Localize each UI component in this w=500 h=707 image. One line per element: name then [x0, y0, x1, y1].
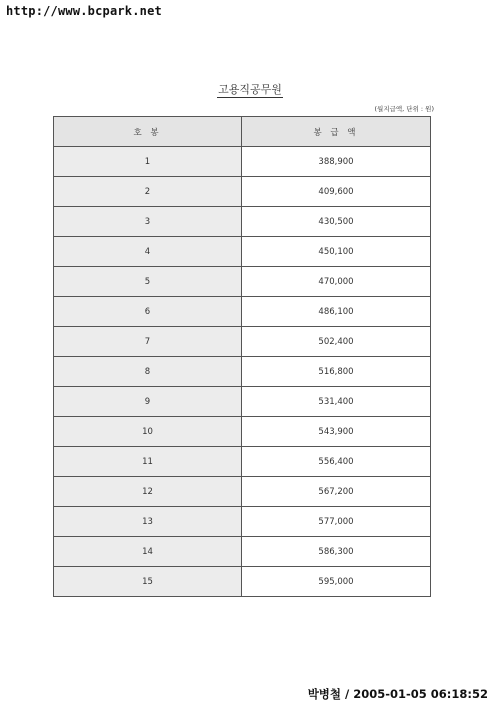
amount-cell: 586,300 [242, 537, 431, 567]
header-amount: 봉 급 액 [242, 117, 431, 147]
step-cell: 4 [54, 237, 242, 267]
amount-cell: 450,100 [242, 237, 431, 267]
step-cell: 6 [54, 297, 242, 327]
table-body [54, 147, 431, 597]
step-cell: 1 [54, 147, 242, 177]
amount-cell: 543,900 [242, 417, 431, 447]
document-title [0, 81, 500, 97]
amount-cell: 531,400 [242, 387, 431, 417]
table-row [54, 507, 431, 537]
amount-cell: 577,000 [242, 507, 431, 537]
step-cell: 9 [54, 387, 242, 417]
table-row [54, 447, 431, 477]
table-row [54, 567, 431, 597]
table-row [54, 237, 431, 267]
table-header-row [54, 117, 431, 147]
step-cell: 13 [54, 507, 242, 537]
amount-cell: 556,400 [242, 447, 431, 477]
amount-cell: 388,900 [242, 147, 431, 177]
table-row [54, 477, 431, 507]
header-step: 호 봉 [54, 117, 242, 147]
table-row [54, 177, 431, 207]
step-cell: 15 [54, 567, 242, 597]
unit-note: (월지급액, 단위 : 원) [374, 105, 434, 113]
amount-cell: 567,200 [242, 477, 431, 507]
salary-table [53, 116, 431, 597]
watermark-url: http://www.bcpark.net [6, 4, 162, 18]
author-timestamp: 박병철 / 2005-01-05 06:18:52 [307, 687, 488, 701]
step-cell: 5 [54, 267, 242, 297]
amount-cell: 486,100 [242, 297, 431, 327]
step-cell: 3 [54, 207, 242, 237]
table-row [54, 147, 431, 177]
amount-cell: 470,000 [242, 267, 431, 297]
step-cell: 7 [54, 327, 242, 357]
document-title-text: 고용직공무원 [218, 83, 282, 96]
amount-cell: 516,800 [242, 357, 431, 387]
step-cell: 12 [54, 477, 242, 507]
amount-cell: 409,600 [242, 177, 431, 207]
step-cell: 11 [54, 447, 242, 477]
amount-cell: 595,000 [242, 567, 431, 597]
amount-cell: 502,400 [242, 327, 431, 357]
table-row [54, 537, 431, 567]
table-row [54, 417, 431, 447]
amount-cell: 430,500 [242, 207, 431, 237]
step-cell: 2 [54, 177, 242, 207]
table-row [54, 207, 431, 237]
table-row [54, 327, 431, 357]
table-row [54, 357, 431, 387]
table-row [54, 267, 431, 297]
table-row [54, 387, 431, 417]
table-row [54, 297, 431, 327]
step-cell: 10 [54, 417, 242, 447]
step-cell: 8 [54, 357, 242, 387]
step-cell: 14 [54, 537, 242, 567]
